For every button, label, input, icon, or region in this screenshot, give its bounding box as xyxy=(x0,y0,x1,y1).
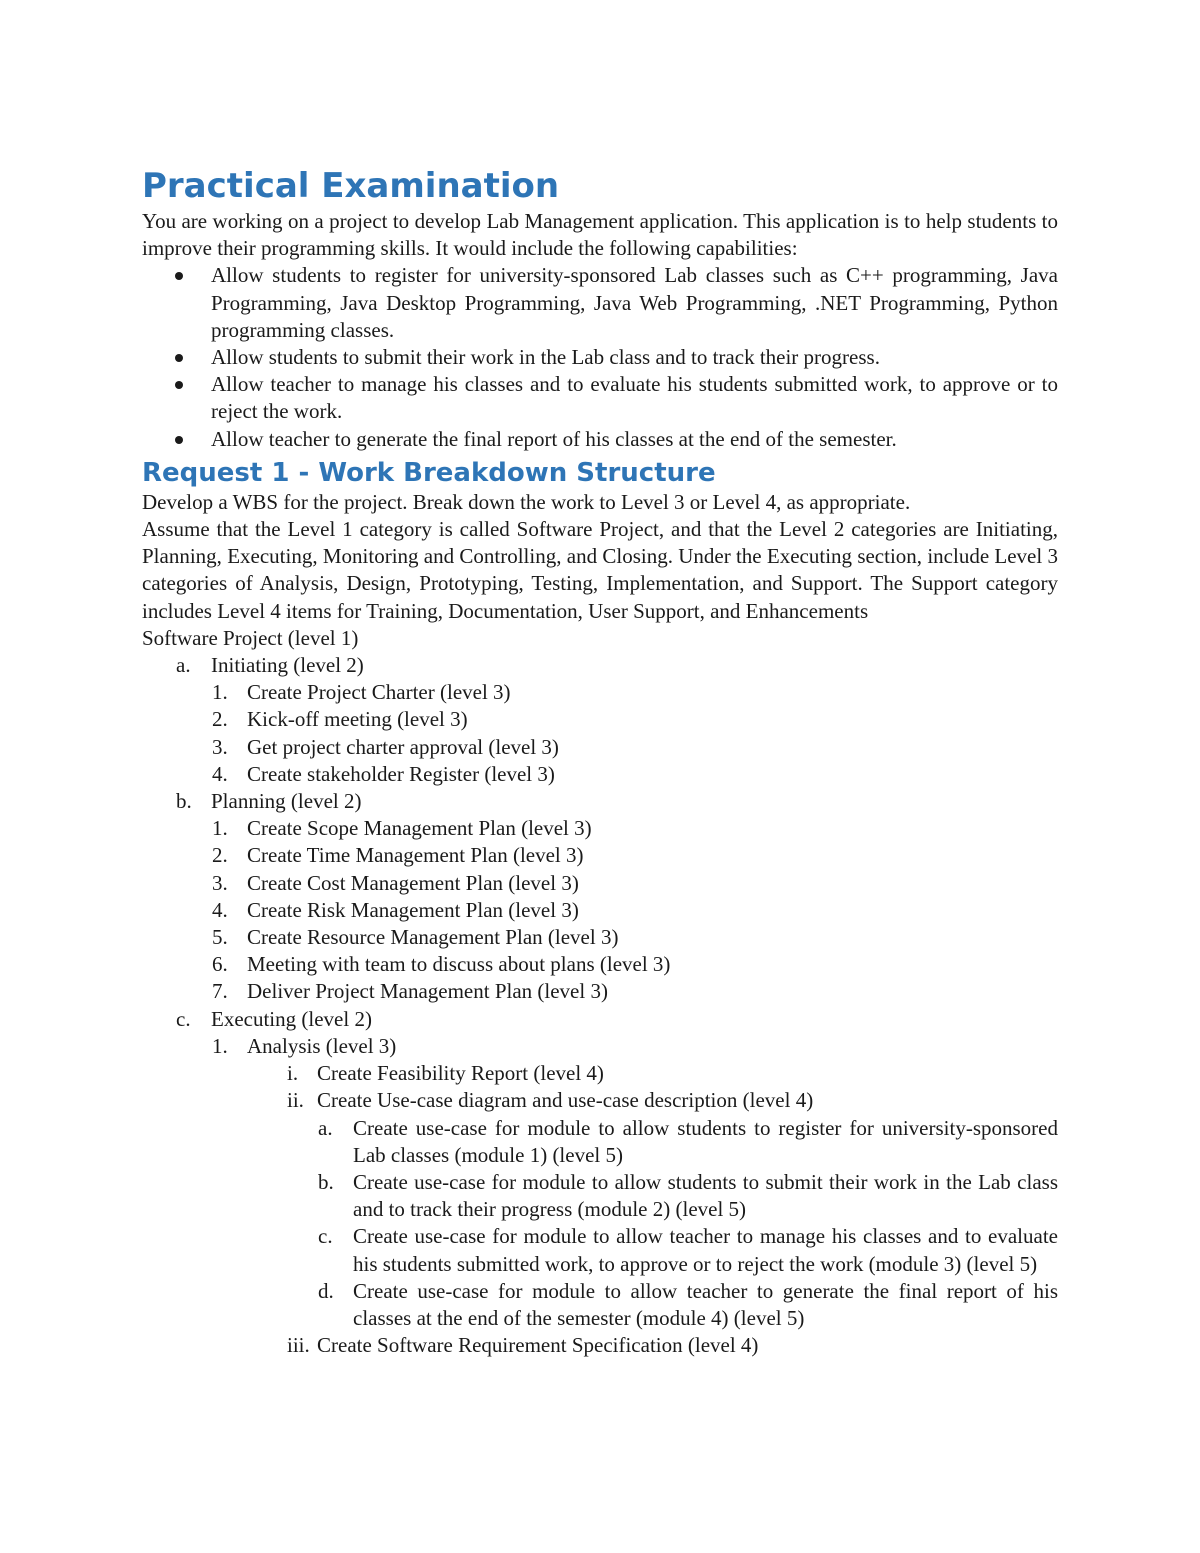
list-item: Allow teacher to generate the final report of his classes at the end of the semester. xyxy=(142,426,1058,453)
list-item: 1. Create Project Charter (level 3) xyxy=(212,680,511,705)
list-item: 1. Create Scope Management Plan (level 3) xyxy=(212,816,592,841)
list-item: 2. Kick-off meeting (level 3) xyxy=(212,707,468,732)
list-item: a. Create use-case for module to allow students to register for university-sponsored Lab classes (module 1) (level 5) xyxy=(318,1115,1058,1167)
request-paragraph-1: Develop a WBS for the project. Break down the work to Level 3 or Level 4, as appropriate. xyxy=(142,489,911,514)
wbs-root: Software Project (level 1) xyxy=(142,625,359,650)
list-item: c. Create use-case for module to allow teacher to manage his classes and to evaluate his students submitted work, to approve or to reject the work (module 3) (level 5) xyxy=(318,1224,1058,1276)
capabilities-list xyxy=(142,262,1058,452)
list-item: iii. Create Software Requirement Specification (level 4) xyxy=(287,1333,759,1358)
list-item: b. Create use-case for module to allow students to submit their work in the Lab class and to track their progress (module 2) (level 5) xyxy=(318,1169,1058,1222)
list-item: 2. Create Time Management Plan (level 3) xyxy=(212,843,584,868)
list-item: Allow students to register for university-sponsored Lab classes such as C++ programming, Java Programming, Java Desktop Programming, Java Web Programming, .NET Programming, Python programming classes. xyxy=(142,262,1058,344)
document-page xyxy=(142,164,1058,1359)
wbs-level2-initiating: a. Initiating (level 2) xyxy=(176,653,364,678)
document-title: Practical Examination xyxy=(142,166,560,206)
list-item: 5. Create Resource Management Plan (level 3) xyxy=(212,925,619,950)
list-item: 4. Create Risk Management Plan (level 3) xyxy=(212,897,579,922)
wbs-level2-executing: c. Executing (level 2) xyxy=(176,1006,372,1031)
list-item: 3. Create Cost Management Plan (level 3) xyxy=(212,870,579,895)
request-paragraph-2: Assume that the Level 1 category is called Software Project, and that the Level 2 categories are Initiating, Planning, Executing, Monitoring and Controlling, and Closing. Under the Executing section, include Level 3 categories of Analysis, Design, Prototyping, Testing, Implementation, and Support. The Support category includes Level 4 items for Training, Documentation, User Support, and Enhancements xyxy=(142,517,1058,623)
list-item: 4. Create stakeholder Register (level 3) xyxy=(212,761,555,786)
list-item: Allow teacher to manage his classes and to evaluate his students submitted work, to approve or to reject the work. xyxy=(142,371,1058,425)
list-item: Allow students to submit their work in the Lab class and to track their progress. xyxy=(142,344,1058,371)
list-item: ii. Create Use-case diagram and use-case description (level 4) xyxy=(287,1088,814,1113)
intro-paragraph: You are working on a project to develop Lab Management application. This application is to help students to improve their programming skills. It would include the following capabilities: xyxy=(142,209,1058,261)
list-item: 3. Get project charter approval (level 3) xyxy=(212,734,559,759)
list-item: i. Create Feasibility Report (level 4) xyxy=(287,1061,604,1086)
list-item: 7. Deliver Project Management Plan (level 3) xyxy=(212,979,608,1004)
list-item: d. Create use-case for module to allow teacher to generate the final report of his classes at the end of the semester (module 4) (level 5) xyxy=(318,1278,1058,1330)
wbs-level3-analysis: 1. Analysis (level 3) xyxy=(212,1033,397,1058)
wbs-level2-planning: b. Planning (level 2) xyxy=(176,789,362,814)
section-heading: Request 1 - Work Breakdown Structure xyxy=(142,457,716,488)
list-item: 6. Meeting with team to discuss about plans (level 3) xyxy=(212,952,671,977)
